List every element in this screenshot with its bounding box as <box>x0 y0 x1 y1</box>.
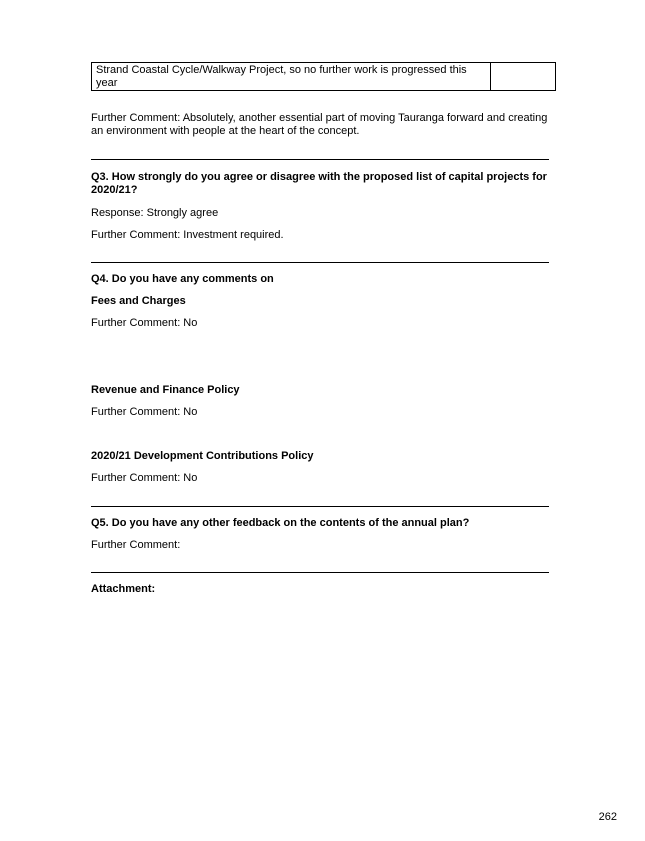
project-response-cell <box>491 63 556 91</box>
page-number: 262 <box>598 811 617 823</box>
development-further-comment: Further Comment: No <box>91 472 198 484</box>
fees-and-charges-heading: Fees and Charges <box>91 295 186 307</box>
section-divider <box>91 506 549 507</box>
section-divider <box>91 262 549 263</box>
q3-question: Q3. How strongly do you agree or disagree with the proposed list of capital projects for 2020/21? <box>91 171 547 196</box>
table-row <box>92 63 556 91</box>
q5-question: Q5. Do you have any other feedback on the contents of the annual plan? <box>91 517 470 529</box>
revenue-finance-heading: Revenue and Finance Policy <box>91 384 240 396</box>
project-description-cell: Strand Coastal Cycle/Walkway Project, so no further work is progressed this year <box>92 63 491 91</box>
section-divider <box>91 159 549 160</box>
section-divider <box>91 572 549 573</box>
attachment-label: Attachment: <box>91 583 156 595</box>
revenue-further-comment: Further Comment: No <box>91 406 198 418</box>
capital-projects-table <box>91 62 556 91</box>
q5-further-comment: Further Comment: <box>91 539 181 551</box>
q4-question: Q4. Do you have any comments on <box>91 273 274 285</box>
q2-further-comment: Further Comment: Absolutely, another essential part of moving Tauranga forward and creating an environment with people at the heart of the concept. <box>91 112 548 137</box>
q3-further-comment: Further Comment: Investment required. <box>91 229 284 241</box>
fees-further-comment: Further Comment: No <box>91 317 198 329</box>
q3-response: Response: Strongly agree <box>91 207 219 219</box>
development-contributions-heading: 2020/21 Development Contributions Policy <box>91 450 314 462</box>
